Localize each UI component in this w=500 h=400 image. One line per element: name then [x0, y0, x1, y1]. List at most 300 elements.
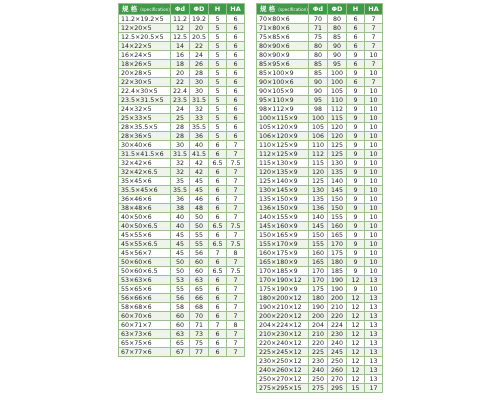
outer-diameter-cell: 120	[328, 123, 347, 132]
spec-cell: 100×115×9	[257, 114, 309, 123]
spec-cell: 135×150×9	[257, 195, 309, 204]
table-row	[257, 141, 383, 150]
table-row	[119, 24, 245, 33]
spec-cell: 55×65×6	[119, 285, 171, 294]
height-cell: 6.5	[209, 159, 227, 168]
table-row	[119, 321, 245, 330]
total-height-cell: 10	[365, 51, 383, 60]
inner-diameter-cell: 71	[309, 24, 328, 33]
spec-cell: 16×24×5	[119, 51, 171, 60]
total-height-cell: 10	[365, 222, 383, 231]
outer-diameter-cell: 224	[328, 321, 347, 330]
height-cell: 6	[209, 294, 227, 303]
inner-diameter-cell: 50	[171, 258, 190, 267]
inner-diameter-cell: 115	[309, 159, 328, 168]
table-row	[257, 87, 383, 96]
table-row	[119, 78, 245, 87]
total-height-cell: 10	[365, 87, 383, 96]
spec-cell: 275×295×15	[257, 384, 309, 393]
inner-diameter-cell: 45	[171, 231, 190, 240]
outer-diameter-cell: 26	[190, 60, 209, 69]
outer-diameter-cell: 71	[190, 321, 209, 330]
height-cell: 12	[347, 366, 365, 375]
outer-diameter-cell: 70	[190, 312, 209, 321]
total-height-cell: 10	[365, 96, 383, 105]
inner-diameter-cell: 210	[309, 330, 328, 339]
height-cell: 9	[347, 114, 365, 123]
table-row	[119, 348, 245, 357]
height-cell: 5	[209, 105, 227, 114]
inner-diameter-cell: 106	[309, 132, 328, 141]
outer-diameter-cell: 95	[328, 60, 347, 69]
height-cell: 5	[209, 78, 227, 87]
inner-diameter-cell: 85	[309, 69, 328, 78]
spec-cell: 170×185×9	[257, 267, 309, 276]
height-cell: 12	[347, 321, 365, 330]
spec-cell: 85×100×9	[257, 69, 309, 78]
spec-cell: 125×140×9	[257, 177, 309, 186]
inner-diameter-cell: 45	[171, 249, 190, 258]
total-height-cell: 10	[365, 195, 383, 204]
total-height-cell: 7	[227, 231, 245, 240]
table-row	[119, 33, 245, 42]
spec-cell: 80×90×9	[257, 51, 309, 60]
spec-cell: 220×240×12	[257, 339, 309, 348]
outer-diameter-cell: 240	[328, 339, 347, 348]
height-cell: 9	[347, 51, 365, 60]
table-row	[119, 312, 245, 321]
total-height-cell: 7	[365, 60, 383, 69]
outer-diameter-cell: 30	[190, 87, 209, 96]
inner-diameter-cell: 20	[171, 69, 190, 78]
total-height-cell: 7	[227, 312, 245, 321]
table-row	[119, 96, 245, 105]
inner-diameter-cell: 165	[309, 258, 328, 267]
table-row	[119, 87, 245, 96]
height-cell: 6	[347, 15, 365, 24]
spec-cell: 140×155×9	[257, 213, 309, 222]
height-cell: 12	[347, 312, 365, 321]
total-height-cell: 13	[365, 303, 383, 312]
table-row	[257, 204, 383, 213]
total-height-cell: 10	[365, 213, 383, 222]
height-cell: 6	[209, 303, 227, 312]
outer-diameter-cell: 190	[328, 285, 347, 294]
total-height-cell: 10	[365, 258, 383, 267]
outer-diameter-cell: 80	[328, 24, 347, 33]
header-total-height: HA	[227, 4, 245, 15]
outer-diameter-cell: 40	[190, 141, 209, 150]
inner-diameter-cell: 38	[171, 204, 190, 213]
outer-diameter-cell: 90	[328, 51, 347, 60]
height-cell: 9	[347, 285, 365, 294]
spec-cell: 18×26×5	[119, 60, 171, 69]
height-cell: 6	[347, 60, 365, 69]
height-cell: 9	[347, 159, 365, 168]
table-row	[119, 42, 245, 51]
table-row	[257, 33, 383, 42]
inner-diameter-cell: 12.5	[171, 33, 190, 42]
spec-cell: 63×73×6	[119, 330, 171, 339]
table-row	[119, 177, 245, 186]
table-row	[119, 69, 245, 78]
inner-diameter-cell: 53	[171, 276, 190, 285]
outer-diameter-cell: 60	[190, 267, 209, 276]
header-outer-diameter: ΦD	[190, 4, 209, 15]
total-height-cell: 10	[365, 249, 383, 258]
table-row	[119, 276, 245, 285]
total-height-cell: 10	[365, 240, 383, 249]
total-height-cell: 7	[227, 213, 245, 222]
spec-cell: 53×63×6	[119, 276, 171, 285]
table-row	[119, 249, 245, 258]
total-height-cell: 6	[227, 78, 245, 87]
total-height-cell: 13	[365, 339, 383, 348]
spec-cell: 112×125×9	[257, 150, 309, 159]
height-cell: 9	[347, 204, 365, 213]
table-row	[257, 69, 383, 78]
outer-diameter-cell: 56	[190, 249, 209, 258]
table-row	[257, 105, 383, 114]
height-cell: 6	[209, 348, 227, 357]
outer-diameter-cell: 75	[190, 339, 209, 348]
outer-diameter-cell: 150	[328, 195, 347, 204]
table-row	[257, 231, 383, 240]
inner-diameter-cell: 60	[171, 312, 190, 321]
table-row	[257, 51, 383, 60]
height-cell: 9	[347, 240, 365, 249]
spec-cell: 45×55×6.5	[119, 240, 171, 249]
height-cell: 12	[347, 294, 365, 303]
table-row	[119, 150, 245, 159]
spec-cell: 240×260×12	[257, 366, 309, 375]
inner-diameter-cell: 24	[171, 105, 190, 114]
inner-diameter-cell: 136	[309, 204, 328, 213]
height-cell: 5	[209, 114, 227, 123]
total-height-cell: 10	[365, 105, 383, 114]
outer-diameter-cell: 175	[328, 249, 347, 258]
table-row	[257, 213, 383, 222]
spec-cell: 175×190×9	[257, 285, 309, 294]
total-height-cell: 7	[227, 348, 245, 357]
spec-cell: 30×40×6	[119, 141, 171, 150]
inner-diameter-cell: 23.5	[171, 96, 190, 105]
total-height-cell: 10	[365, 177, 383, 186]
spec-cell: 25×33×5	[119, 114, 171, 123]
table-row	[119, 285, 245, 294]
spec-cell: 210×230×12	[257, 330, 309, 339]
table-row	[119, 222, 245, 231]
total-height-cell: 6	[227, 15, 245, 24]
total-height-cell: 7	[227, 276, 245, 285]
height-cell: 6	[209, 213, 227, 222]
outer-diameter-cell: 160	[328, 222, 347, 231]
inner-diameter-cell: 240	[309, 366, 328, 375]
spec-cell: 36×46×6	[119, 195, 171, 204]
inner-diameter-cell: 16	[171, 51, 190, 60]
height-cell: 9	[347, 69, 365, 78]
spec-cell: 180×200×12	[257, 294, 309, 303]
height-cell: 5	[209, 60, 227, 69]
outer-diameter-cell: 135	[328, 168, 347, 177]
inner-diameter-cell: 40	[171, 213, 190, 222]
height-cell: 6	[347, 42, 365, 51]
spec-cell: 190×210×12	[257, 303, 309, 312]
total-height-cell: 6	[227, 33, 245, 42]
outer-diameter-cell: 150	[328, 204, 347, 213]
outer-diameter-cell: 112	[328, 105, 347, 114]
total-height-cell: 6	[227, 132, 245, 141]
total-height-cell: 7	[227, 330, 245, 339]
inner-diameter-cell: 58	[171, 303, 190, 312]
total-height-cell: 7.5	[227, 159, 245, 168]
inner-diameter-cell: 22.4	[171, 87, 190, 96]
outer-diameter-cell: 41.5	[190, 150, 209, 159]
outer-diameter-cell: 190	[328, 276, 347, 285]
table-row	[257, 132, 383, 141]
table-row	[119, 159, 245, 168]
spec-cell: 170×190×12	[257, 276, 309, 285]
spec-cell: 110×125×9	[257, 141, 309, 150]
table-row	[119, 330, 245, 339]
outer-diameter-cell: 20.5	[190, 33, 209, 42]
height-cell: 6	[209, 258, 227, 267]
inner-diameter-cell: 200	[309, 312, 328, 321]
inner-diameter-cell: 135	[309, 195, 328, 204]
total-height-cell: 7	[365, 42, 383, 51]
inner-diameter-cell: 120	[309, 168, 328, 177]
header-spec: 规 格 (specification)	[257, 4, 309, 15]
inner-diameter-cell: 230	[309, 357, 328, 366]
inner-diameter-cell: 110	[309, 141, 328, 150]
height-cell: 5	[209, 69, 227, 78]
table-row	[257, 78, 383, 87]
outer-diameter-cell: 295	[328, 384, 347, 393]
table-row	[119, 240, 245, 249]
total-height-cell: 10	[365, 132, 383, 141]
spec-cell: 28×35.5×5	[119, 123, 171, 132]
spec-cell: 160×175×9	[257, 249, 309, 258]
table-row	[257, 249, 383, 258]
total-height-cell: 10	[365, 150, 383, 159]
outer-diameter-cell: 30	[190, 78, 209, 87]
spec-cell: 85×95×6	[257, 60, 309, 69]
header-spec: 规 格 (specification)	[119, 4, 171, 15]
height-cell: 9	[347, 105, 365, 114]
outer-diameter-cell: 63	[190, 276, 209, 285]
height-cell: 5	[209, 33, 227, 42]
spec-cell: 32×42×6	[119, 159, 171, 168]
total-height-cell: 13	[365, 357, 383, 366]
height-cell: 15	[347, 384, 365, 393]
height-cell: 9	[347, 222, 365, 231]
inner-diameter-cell: 95	[309, 96, 328, 105]
height-cell: 6	[347, 24, 365, 33]
table-row	[257, 42, 383, 51]
spec-cell: 28×36×5	[119, 132, 171, 141]
inner-diameter-cell: 80	[309, 51, 328, 60]
spec-cell: 225×245×12	[257, 348, 309, 357]
total-height-cell: 6	[227, 69, 245, 78]
table-row	[119, 195, 245, 204]
inner-diameter-cell: 170	[309, 276, 328, 285]
height-cell: 6	[209, 276, 227, 285]
outer-diameter-cell: 55	[190, 231, 209, 240]
outer-diameter-cell: 105	[328, 87, 347, 96]
total-height-cell: 13	[365, 276, 383, 285]
table-row	[257, 123, 383, 132]
spec-cell: 250×270×12	[257, 375, 309, 384]
total-height-cell: 13	[365, 321, 383, 330]
table-row	[119, 60, 245, 69]
header-height: H	[347, 4, 365, 15]
spec-cell: 115×130×9	[257, 159, 309, 168]
spec-cell: 165×180×9	[257, 258, 309, 267]
height-cell: 6.5	[209, 240, 227, 249]
spec-table-left	[118, 3, 245, 357]
height-cell: 5	[209, 123, 227, 132]
total-height-cell: 7	[365, 33, 383, 42]
total-height-cell: 7.5	[227, 240, 245, 249]
spec-cell: 65×75×6	[119, 339, 171, 348]
height-cell: 6	[209, 141, 227, 150]
total-height-cell: 7.5	[227, 267, 245, 276]
total-height-cell: 10	[365, 141, 383, 150]
outer-diameter-cell: 24	[190, 51, 209, 60]
total-height-cell: 8	[227, 321, 245, 330]
outer-diameter-cell: 50	[190, 222, 209, 231]
outer-diameter-cell: 42	[190, 159, 209, 168]
inner-diameter-cell: 190	[309, 303, 328, 312]
spec-cell: 22×30×5	[119, 78, 171, 87]
table-row	[119, 303, 245, 312]
outer-diameter-cell: 250	[328, 357, 347, 366]
spec-cell: 12.5×20.5×5	[119, 33, 171, 42]
total-height-cell: 7	[227, 177, 245, 186]
inner-diameter-cell: 225	[309, 348, 328, 357]
spec-cell: 60×71×7	[119, 321, 171, 330]
outer-diameter-cell: 125	[328, 150, 347, 159]
inner-diameter-cell: 32	[171, 159, 190, 168]
height-cell: 6	[209, 285, 227, 294]
outer-diameter-cell: 48	[190, 204, 209, 213]
total-height-cell: 7.5	[227, 222, 245, 231]
spec-cell: 204×224×12	[257, 321, 309, 330]
spec-cell: 35.5×45×6	[119, 186, 171, 195]
spec-cell: 40×50×6	[119, 213, 171, 222]
outer-diameter-cell: 73	[190, 330, 209, 339]
table-row	[257, 366, 383, 375]
height-cell: 9	[347, 231, 365, 240]
outer-diameter-cell: 120	[328, 132, 347, 141]
height-cell: 6	[209, 177, 227, 186]
header-inner-diameter: Φd	[171, 4, 190, 15]
spec-cell: 50×60×6	[119, 258, 171, 267]
outer-diameter-cell: 33	[190, 114, 209, 123]
table-row	[119, 267, 245, 276]
inner-diameter-cell: 55	[171, 285, 190, 294]
spec-cell: 22.4×30×5	[119, 87, 171, 96]
height-cell: 5	[209, 87, 227, 96]
height-cell: 5	[209, 42, 227, 51]
spec-cell: 32×42×6.5	[119, 168, 171, 177]
inner-diameter-cell: 85	[309, 60, 328, 69]
height-cell: 9	[347, 213, 365, 222]
inner-diameter-cell: 35	[171, 177, 190, 186]
inner-diameter-cell: 60	[171, 321, 190, 330]
table-row	[257, 195, 383, 204]
spec-cell: 105×120×9	[257, 123, 309, 132]
outer-diameter-cell: 68	[190, 303, 209, 312]
inner-diameter-cell: 90	[309, 78, 328, 87]
outer-diameter-cell: 220	[328, 312, 347, 321]
outer-diameter-cell: 140	[328, 177, 347, 186]
spec-cell: 230×250×12	[257, 357, 309, 366]
total-height-cell: 7	[227, 204, 245, 213]
spec-cell: 60×70×6	[119, 312, 171, 321]
height-cell: 12	[347, 375, 365, 384]
total-height-cell: 13	[365, 375, 383, 384]
inner-diameter-cell: 22	[171, 78, 190, 87]
height-cell: 9	[347, 141, 365, 150]
table-row	[119, 231, 245, 240]
inner-diameter-cell: 28	[171, 132, 190, 141]
inner-diameter-cell: 140	[309, 213, 328, 222]
height-cell: 6	[347, 33, 365, 42]
spec-cell: 80×90×6	[257, 42, 309, 51]
total-height-cell: 10	[365, 123, 383, 132]
inner-diameter-cell: 14	[171, 42, 190, 51]
total-height-cell: 13	[365, 348, 383, 357]
inner-diameter-cell: 65	[171, 339, 190, 348]
table-row	[257, 348, 383, 357]
inner-diameter-cell: 98	[309, 105, 328, 114]
outer-diameter-cell: 77	[190, 348, 209, 357]
outer-diameter-cell: 165	[328, 231, 347, 240]
outer-diameter-cell: 130	[328, 159, 347, 168]
inner-diameter-cell: 45	[171, 240, 190, 249]
table-row	[257, 330, 383, 339]
outer-diameter-cell: 100	[328, 78, 347, 87]
table-row	[257, 24, 383, 33]
inner-diameter-cell: 12	[171, 24, 190, 33]
height-cell: 5	[209, 15, 227, 24]
inner-diameter-cell: 90	[309, 87, 328, 96]
height-cell: 9	[347, 123, 365, 132]
spec-cell: 136×150×9	[257, 204, 309, 213]
height-cell: 9	[347, 258, 365, 267]
total-height-cell: 7	[227, 258, 245, 267]
table-row	[257, 168, 383, 177]
inner-diameter-cell: 155	[309, 240, 328, 249]
height-cell: 6	[209, 339, 227, 348]
spec-cell: 155×170×9	[257, 240, 309, 249]
outer-diameter-cell: 35.5	[190, 123, 209, 132]
inner-diameter-cell: 170	[309, 267, 328, 276]
spec-cell: 70×80×6	[257, 15, 309, 24]
spec-cell: 98×112×9	[257, 105, 309, 114]
outer-diameter-cell: 155	[328, 213, 347, 222]
total-height-cell: 10	[365, 285, 383, 294]
outer-diameter-cell: 28	[190, 69, 209, 78]
height-cell: 6	[209, 150, 227, 159]
outer-diameter-cell: 80	[328, 15, 347, 24]
spec-cell: 67×77×6	[119, 348, 171, 357]
outer-diameter-cell: 32	[190, 105, 209, 114]
total-height-cell: 6	[227, 123, 245, 132]
inner-diameter-cell: 275	[309, 384, 328, 393]
table-row	[257, 240, 383, 249]
